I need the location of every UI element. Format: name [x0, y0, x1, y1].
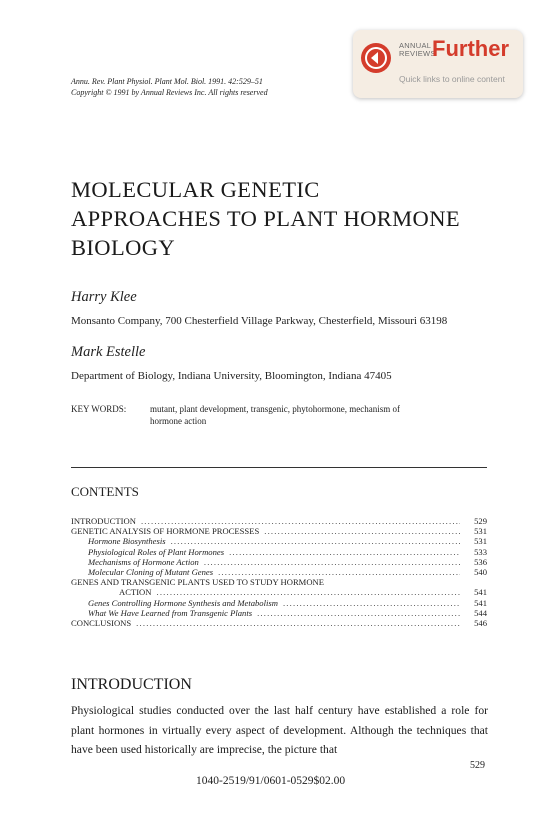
toc-page-number: 531 [474, 526, 487, 537]
author-name-1: Harry Klee [71, 289, 137, 305]
toc-label: CONCLUSIONS [71, 617, 132, 628]
toc-leader-dots [218, 567, 460, 577]
toc-page-number: 540 [474, 566, 487, 577]
author-affiliation-2: Department of Biology, Indiana University, Bloomington, Indiana 47405 [71, 370, 392, 382]
toc-label: Hormone Biosynthesis [88, 536, 166, 547]
toc-leader-dots [171, 536, 460, 546]
further-subtitle: Quick links to online content [399, 74, 505, 84]
journal-citation [71, 76, 268, 98]
section-divider [71, 467, 487, 468]
toc-entry-genes-transgenic-cont[interactable] [71, 587, 487, 597]
toc-leader-dots [156, 587, 460, 597]
toc-entry-genetic-analysis[interactable] [71, 526, 487, 536]
toc-leader-dots [136, 618, 460, 628]
toc-label: Physiological Roles of Plant Hormones [88, 546, 225, 557]
article-code-footer: 1040-2519/91/0601-0529$02.00 [196, 775, 346, 787]
contents-heading: CONTENTS [71, 484, 139, 499]
toc-page-number: 546 [474, 617, 487, 628]
toc-label: GENETIC ANALYSIS OF HORMONE PROCESSES [71, 526, 260, 537]
title-line-2: APPROACHES TO PLANT HORMONE [71, 206, 460, 231]
toc-label: GENES AND TRANSGENIC PLANTS USED TO STUDY HORMONE [71, 577, 324, 588]
brand-line-1: ANNUAL [399, 41, 432, 50]
further-wordmark: Further [432, 36, 509, 61]
toc-page-number: 531 [474, 536, 487, 547]
toc-entry-what-we-learned[interactable] [71, 608, 487, 618]
toc-label: ACTION [119, 587, 152, 598]
toc-page-number: 536 [474, 556, 487, 567]
toc-leader-dots [257, 608, 460, 618]
introduction-paragraph: Physiological studies conducted over the last half century have established a role for plant hormones in virtually every aspect of development. Although the techniques that have been used historically are imprecise, the picture that [71, 704, 488, 756]
toc-label: Molecular Cloning of Mutant Genes [88, 566, 214, 577]
author-name-2: Mark Estelle [71, 344, 146, 360]
toc-page-number: 541 [474, 597, 487, 608]
article-title [71, 175, 511, 262]
citation-line-2: Copyright © 1991 by Annual Reviews Inc. All rights reserved [71, 88, 268, 97]
toc-entry-conclusions[interactable] [71, 618, 487, 628]
toc-entry-physiological-roles[interactable] [71, 547, 487, 557]
toc-leader-dots [229, 547, 460, 557]
toc-page-number: 533 [474, 546, 487, 557]
toc-label: What We Have Learned from Transgenic Plants [88, 607, 253, 618]
toc-label: Mechanisms of Hormone Action [88, 556, 199, 567]
toc-leader-dots [283, 598, 460, 608]
toc-label: INTRODUCTION [71, 516, 136, 526]
toc-entry-genes-controlling[interactable] [71, 598, 487, 608]
table-of-contents [71, 516, 487, 628]
annual-reviews-logo-text [399, 42, 436, 58]
toc-page-number: 541 [474, 587, 487, 598]
further-arrow-icon [361, 43, 391, 73]
citation-line-1: Annu. Rev. Plant Physiol. Plant Mol. Biol. 1991. 42:529–51 [71, 77, 263, 86]
page-number: 529 [470, 760, 485, 771]
keywords-line-2: hormone action [150, 415, 207, 426]
introduction-heading: INTRODUCTION [71, 676, 192, 693]
title-line-3: BIOLOGY [71, 235, 176, 260]
toc-entry-genes-transgenic[interactable] [71, 577, 487, 587]
toc-entry-mechanisms[interactable] [71, 557, 487, 567]
toc-entry-introduction[interactable] [71, 516, 487, 526]
toc-page-number: 544 [474, 607, 487, 618]
keywords-text [150, 404, 480, 427]
toc-leader-dots [264, 526, 460, 536]
brand-line-2: REVIEWS [399, 49, 436, 58]
toc-leader-dots [204, 557, 460, 567]
toc-leader-dots [141, 516, 460, 526]
annual-reviews-further-badge[interactable] [353, 30, 523, 98]
title-line-1: MOLECULAR GENETIC [71, 177, 320, 202]
keywords-line-1: mutant, plant development, transgenic, phytohormone, mechanism of [150, 404, 400, 414]
toc-page-number: 529 [474, 516, 487, 526]
keywords-label: KEY WORDS: [71, 404, 127, 414]
toc-label: Genes Controlling Hormone Synthesis and Metabolism [88, 597, 278, 608]
author-affiliation-1: Monsanto Company, 700 Chesterfield Village Parkway, Chesterfield, Missouri 63198 [71, 315, 448, 327]
toc-entry-molecular-cloning[interactable] [71, 567, 487, 577]
toc-entry-hormone-biosynthesis[interactable] [71, 536, 487, 546]
